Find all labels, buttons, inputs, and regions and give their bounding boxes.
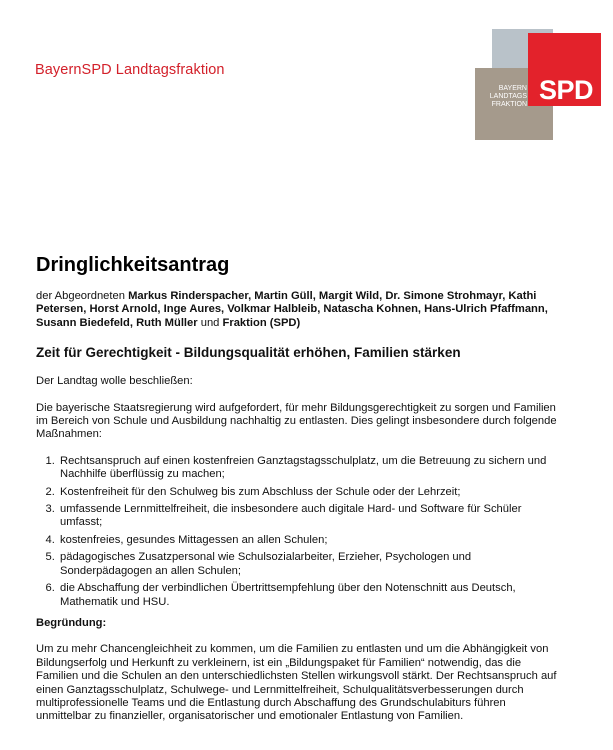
list-item: 4. kostenfreies, gesundes Mittagessen an allen Schulen; <box>58 534 564 547</box>
reason-heading: Begründung: <box>36 616 107 629</box>
intro-paragraph: Die bayerische Staatsregierung wird aufgefordert, für mehr Bildungsgerechtigkeit zu sorgen und Familien im Bereich von Schule und Ausbildung nachhaltig zu entlasten. Dies gelingt insbesondere durch folgende Maßnahmen: <box>36 401 557 441</box>
list-item: 5. pädagogisches Zusatzpersonal wie Schulsozialarbeiter, Erzieher, Psychologen und Sonderpädagogen an allen Schulen; <box>58 551 564 578</box>
logo-subline-3: FRAKTION <box>491 101 527 108</box>
authors-fraction: Fraktion (SPD) <box>222 316 301 329</box>
logo-subline-1: BAYERN <box>498 85 527 92</box>
authors-names: Markus Rinderspacher, Martin Güll, Margit Wild, Dr. Simone Strohmayr, Kathi Petersen, Horst Arnold, Inge Aures, Volkmar Halbleib, Natascha Kohnen, Hans-Ulrich Pfaffmann, Susann Biedefeld, Ruth Müller <box>36 290 548 329</box>
authors-intro: der Abgeordneten <box>36 290 125 302</box>
list-item: 6. die Abschaffung der verbindlichen Übertrittsempfehlung über den Notenschnitt aus Deutsch, Mathematik und HSU. <box>58 582 564 609</box>
resolve-line: Der Landtag wolle beschließen: <box>36 375 193 388</box>
spd-logo <box>475 29 601 140</box>
logo-subline-2: LANDTAGS <box>489 93 527 100</box>
motion-title: Zeit für Gerechtigkeit - Bildungsqualität erhöhen, Familien stärken <box>36 345 461 361</box>
brand-title: BayernSPD Landtagsfraktion <box>35 62 225 78</box>
document-body <box>36 252 584 724</box>
logo-subline <box>481 85 527 109</box>
logo-spd-text: SPD <box>538 75 594 105</box>
reason-paragraph: Um zu mehr Chancengleichheit zu kommen, um die Familien zu entlasten und um die Abhängigkeit von Bildungserfolg und Herkunft zu verkleinern, ist ein „Bildungspaket für Familien“ notwendig, das die Familien und die Schulen an den unterschiedlichsten Stellen wirkungsvoll stärkt. Der Rechtsanspruch auf einen Ganztagsschulplatz, Schulwege- und Lernmittelfreiheit, Schulqualitätsverbesserungen durch multiprofessionelle Teams und die Entlastung durch Abschaffung des Grundschulabiturs führen unmittelbar zu finanzieller, organisatorischer und emotionaler Entlastung von Familien. <box>36 643 557 723</box>
measures-list <box>36 455 564 609</box>
list-item: 2. Kostenfreiheit für den Schulweg bis zum Abschluss der Schule oder der Lehrzeit; <box>58 486 564 499</box>
authors-connector: und <box>200 316 220 329</box>
authors-line <box>36 290 564 330</box>
list-item: 1. Rechtsanspruch auf einen kostenfreien Ganztagstagsschulplatz, um die Betreuung zu sichern und Nachhilfe überflüssig zu machen; <box>58 455 564 482</box>
document-title: Dringlichkeitsantrag <box>36 254 230 276</box>
list-item: 3. umfassende Lernmittelfreiheit, die insbesondere auch digitale Hard- und Software für Schüler umfasst; <box>58 503 564 530</box>
